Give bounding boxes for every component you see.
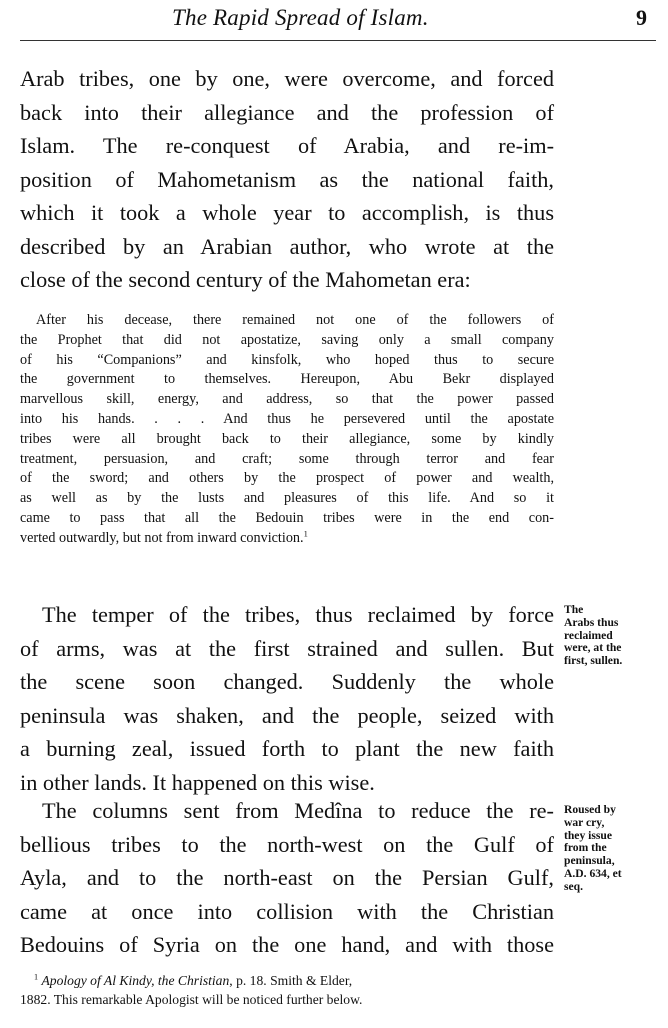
paragraph-line: position of Mahometanism as the national faith, [20, 166, 554, 192]
quote-line: of his “Companions” and kinsfolk, who hoped thus to secure [20, 351, 554, 368]
paragraph-line: described by an Arabian author, who wrote at the [20, 233, 554, 259]
paragraph-line: The columns sent from Medîna to reduce the re- [42, 798, 554, 823]
quote-line: treatment, persuasion, and craft; some through terror and fear [20, 450, 554, 467]
quote-line: the government to themselves. Hereupon, Abu Bekr displayed [20, 371, 554, 388]
footnote-line-1 [20, 972, 554, 991]
paragraph-line: the scene soon changed. Suddenly the whole [20, 669, 554, 694]
footnote [20, 972, 554, 1009]
paragraph-2 [20, 598, 554, 799]
paragraph-line: in other lands. It happened on this wise. [20, 769, 375, 795]
quote-line: marvellous skill, energy, and address, so that the power passed [20, 391, 554, 408]
paragraph-line: back into their allegiance and the profession of [20, 99, 554, 125]
paragraph-1 [20, 62, 554, 297]
header-rule [20, 40, 656, 41]
quote-line: came to pass that all the Bedouin tribes were in the end con- [20, 509, 554, 526]
paragraph-line: which it took a whole year to accomplish, is thus [20, 200, 554, 225]
paragraph-line: Arab tribes, one by one, were overcome, and forced [20, 66, 554, 91]
margin-note-line: war cry, [564, 815, 605, 829]
page-number: 9 [636, 5, 647, 30]
footnote-marker: 1 [34, 972, 39, 982]
paragraph-line: Ayla, and to the north-east on the Persian Gulf, [20, 865, 554, 890]
paragraph-line: peninsula was shaken, and the people, seized with [20, 702, 554, 728]
footnote-citation-rest: , p. 18. Smith & Elder, [229, 973, 353, 988]
quote-line: After his decease, there remained not one of the followers of [36, 312, 554, 328]
margin-note-line: Arabs thus [564, 615, 619, 629]
running-title: The Rapid Spread of Islam. [172, 5, 429, 30]
paragraph-line: close of the second century of the Mahometan era: [20, 267, 471, 292]
margin-note-2 [564, 804, 660, 894]
quote-line: the Prophet that did not apostatize, saving only a small company [20, 331, 554, 348]
margin-note-line: A.D. 634, et [564, 866, 622, 880]
block-quote [20, 311, 554, 549]
quote-line-text: verted outwardly, but not from inward conviction. [20, 529, 304, 546]
paragraph-line: bellious tribes to the north-west on the Gulf of [20, 831, 554, 857]
paragraph-line: The temper of the tribes, thus reclaimed by force [42, 602, 554, 627]
quote-line: of the sword; and others by the prospect of power and wealth, [20, 470, 554, 487]
page-header [0, 0, 668, 40]
quote-line-last [20, 529, 554, 549]
paragraph-line: Bedouins of Syria on the one hand, and with those [20, 932, 554, 957]
margin-note-1 [564, 604, 660, 668]
margin-note-line: from the [564, 841, 607, 855]
margin-note-line: they issue [564, 828, 612, 842]
paragraph-line: of arms, was at the first strained and sullen. But [20, 635, 554, 661]
margin-note-line: seq. [564, 879, 584, 893]
margin-note-line: The [564, 603, 584, 616]
margin-note-line: reclaimed [564, 628, 613, 642]
margin-note-line: peninsula, [564, 854, 615, 868]
margin-note-line: first, sullen. [564, 654, 623, 668]
footnote-reference[interactable]: 1 [303, 528, 308, 539]
quote-line: tribes were all brought back to their allegiance, some by kindly [20, 430, 554, 447]
paragraph-line: a burning zeal, issued forth to plant the new faith [20, 736, 554, 761]
quote-line: as well as by the lusts and pleasures of this life. And so it [20, 490, 554, 507]
margin-note-line: were, at the [564, 641, 622, 655]
paragraph-3 [20, 794, 554, 962]
quote-line: into his hands. . . . And thus he persevered until the apostate [20, 410, 554, 427]
margin-note-line: Roused by [564, 803, 616, 816]
paragraph-line: Islam. The re-conquest of Arabia, and re-im- [20, 133, 554, 158]
footnote-citation-title: Apology of Al Kindy, the Christian [41, 973, 230, 988]
footnote-line-2: 1882. This remarkable Apologist will be noticed further below. [20, 991, 363, 1007]
paragraph-line: came at once into collision with the Christian [20, 898, 554, 924]
